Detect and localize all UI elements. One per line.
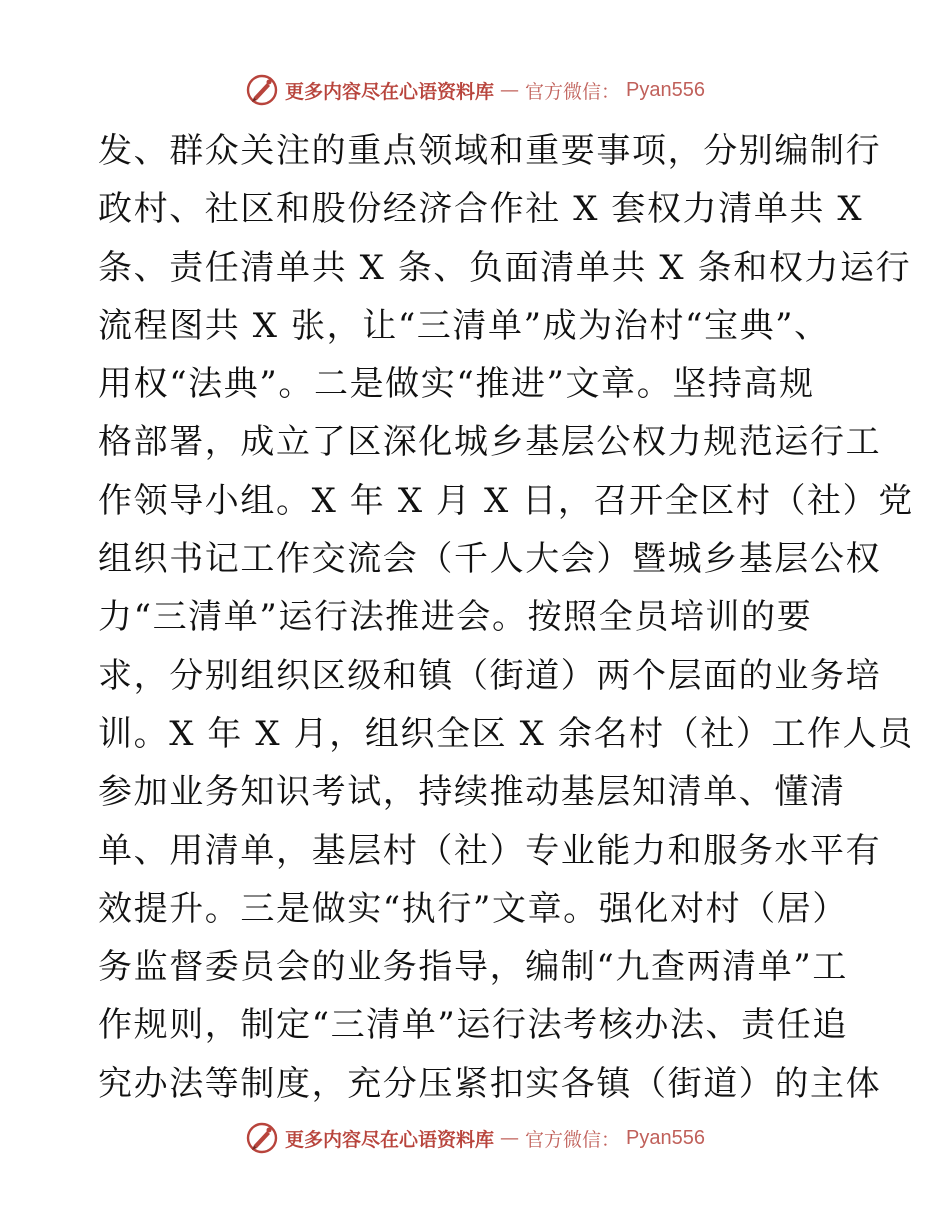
body-line: 求，分别组织区级和镇（街道）两个层面的业务培 <box>98 655 882 696</box>
footer-watermark <box>0 1118 950 1158</box>
body-line: 训。X 年 X 月，组织全区 X 余名村（社）工作人员 <box>98 713 914 754</box>
footer-watermark-text: 更多内容尽在心语资料库 <box>285 1128 495 1151</box>
header-wechat-label: 官方微信： <box>525 80 621 103</box>
body-line: 力“三清单”运行法推进会。按照全员培训的要 <box>98 597 813 638</box>
body-line: 究办法等制度，充分压紧扣实各镇（街道）的主体 <box>98 1063 882 1104</box>
body-line: 用权“法典”。二是做实“推进”文章。坚持高规 <box>98 364 815 405</box>
body-line: 条、责任清单共 X 条、负面清单共 X 条和权力运行 <box>98 247 912 288</box>
body-line: 务监督委员会的业务指导，编制“九查两清单”工 <box>98 947 848 988</box>
body-line: 发、群众关注的重点领域和重要事项，分别编制行 <box>98 131 882 171</box>
body-line: 作领导小组。X 年 X 月 X 日，召开全区村（社）党 <box>98 480 914 521</box>
body-line: 效提升。三是做实“执行”文章。强化对村（居） <box>98 888 848 929</box>
header-separator: — <box>500 79 520 101</box>
footer-wechat-label: 官方微信： <box>525 1128 621 1151</box>
footer-wechat-id: Pyan556 <box>626 1126 705 1149</box>
header-wechat-id: Pyan556 <box>626 78 705 101</box>
body-line: 流程图共 X 张，让“三清单”成为治村“宝典”、 <box>98 305 830 346</box>
pen-logo-icon <box>245 1121 279 1155</box>
document-body <box>98 122 914 1113</box>
header-watermark-text: 更多内容尽在心语资料库 <box>285 80 495 103</box>
body-line: 政村、社区和股份经济合作社 X 套权力清单共 X <box>98 189 864 230</box>
body-line: 参加业务知识考试，持续推动基层知清单、懂清 <box>98 772 846 813</box>
footer-separator: — <box>500 1127 520 1149</box>
body-line: 格部署，成立了区深化城乡基层公权力规范运行工 <box>98 422 882 463</box>
body-line: 单、用清单，基层村（社）专业能力和服务水平有 <box>98 830 882 871</box>
body-line: 组织书记工作交流会（千人大会）暨城乡基层公权 <box>98 539 882 580</box>
body-line: 作规则，制定“三清单”运行法考核办法、责任追 <box>98 1005 848 1046</box>
pen-logo-icon <box>245 73 279 107</box>
header-watermark <box>0 70 950 110</box>
